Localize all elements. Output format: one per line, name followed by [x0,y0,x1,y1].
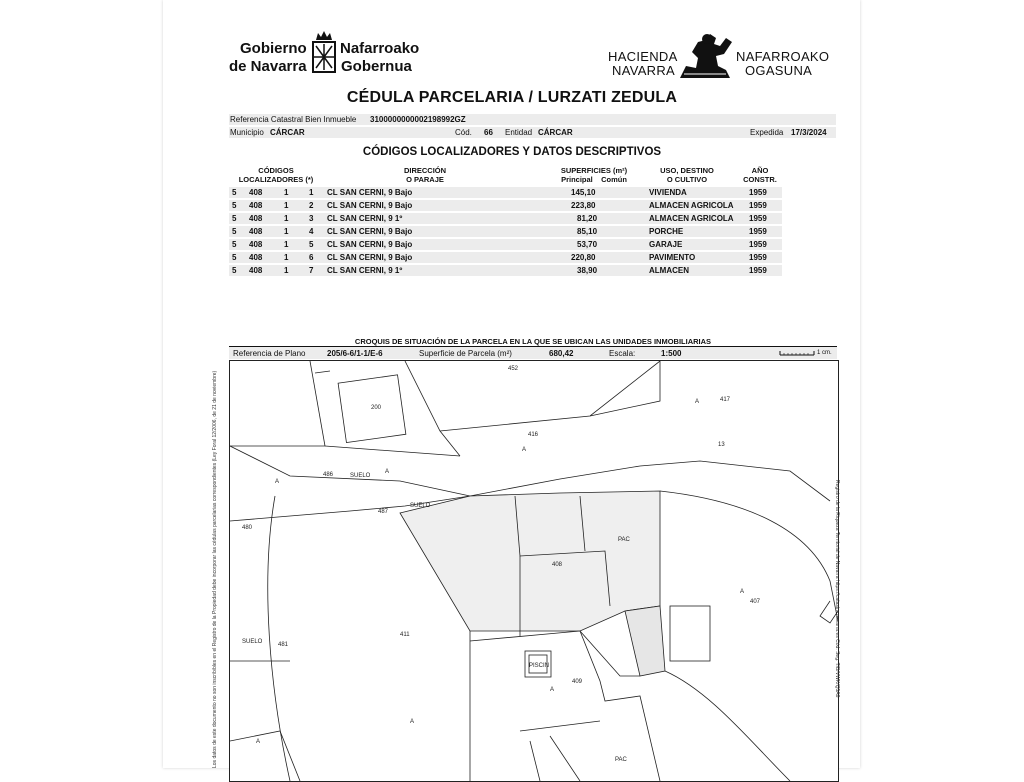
label-a-1: A [385,469,390,475]
side-text-right: Registro de la Riqueza Territorial de Navarra https://catastro.navarra.es Cód. Seg. T/B/VWK/Q5A8 [834,480,840,698]
hacienda-line2: NAVARRA [612,63,676,78]
cod-value: 66 [484,128,493,137]
escala-label: Escala: [609,349,636,358]
document-title: CÉDULA PARCELARIA / LURZATI ZEDULA [346,89,678,106]
superficie-value: 680,42 [549,349,574,358]
parcel-13: 13 [718,442,725,448]
table-row: 5 408 1 3 CL SAN CERNI, 9 1º 81,20 ALMACEN AGRICOLA 1959 [229,213,782,224]
parcel-487: 487 [378,509,389,515]
label-a-7: A [550,687,555,693]
ref-plano-value: 205/6-6/1-1/E-6 [327,349,383,358]
croquis-title: CROQUIS DE SITUACIÓN DE LA PARCELA EN LA QUE SE UBICAN LAS UNIDADES INMOBILIARIAS [354,337,712,346]
section-title: CÓDIGOS LOCALIZADORES Y DATOS DESCRIPTIVOS [362,146,662,158]
label-a-2: A [522,447,527,453]
expedida-value: 17/3/2024 [791,128,827,137]
label-suelo-2: SUELO [410,503,431,509]
parcel-452: 452 [508,366,519,372]
parcel-417: 417 [720,397,731,403]
escala-value: 1:500 [661,349,682,358]
th-codigos: CÓDIGOS LOCALIZADORES (*) [238,166,314,184]
cadastral-map [229,360,839,782]
th-uso: USO, DESTINO O CULTIVO [660,166,714,184]
ref-label: Referencia Catastral Bien Inmueble [230,115,357,124]
parcel-407: 407 [750,599,761,605]
parcel-408: 408 [552,562,563,568]
table-row: 5 408 1 7 CL SAN CERNI, 9 1º 38,90 ALMACEN 1959 [229,265,782,276]
th-superficies: SUPERFICIES (m²) Principal Común [560,166,628,184]
table-row: 5 408 1 1 CL SAN CERNI, 9 Bajo 145,10 VIVIENDA 1959 [229,187,782,198]
table-row: 5 408 1 4 CL SAN CERNI, 9 Bajo 85,10 PORCHE 1959 [229,226,782,237]
parcel-200: 200 [371,405,382,411]
nafarroako-line2: Gobernua [341,58,412,75]
th-direccion: DIRECCIÓN O PARAJE [403,166,447,184]
gobierno-line2: de Navarra [229,58,307,75]
navarra-shield-icon [310,30,338,78]
table-row: 5 408 1 5 CL SAN CERNI, 9 Bajo 53,70 GARAJE 1959 [229,239,782,250]
label-pac: PAC [618,537,630,543]
scale-bar-icon [779,350,815,356]
municipio-label: Municipio [230,128,264,137]
entidad-value: CÁRCAR [538,128,573,137]
parcel-480: 480 [242,525,253,531]
nafarroako-line1: Nafarroako [340,40,420,57]
expedida-label: Expedida [750,128,784,137]
label-a-4: A [275,479,280,485]
ogasuna-line2: OGASUNA [745,63,813,78]
hacienda-line1: HACIENDA [608,49,678,64]
parcel-486: 486 [323,472,334,478]
parcel-481: 481 [278,642,289,648]
th-anio: AÑO CONSTR. [743,166,777,184]
table-row: 5 408 1 2 CL SAN CERNI, 9 Bajo 223,80 ALMACEN AGRICOLA 1959 [229,200,782,211]
hacienda-emblem-icon [676,28,734,80]
ref-plano-label: Referencia de Plano [233,349,306,358]
label-suelo: SUELO [350,473,371,479]
ref-value: 3100000000002198992GZ [370,115,466,124]
parcel-416: 416 [528,432,539,438]
label-a-8: A [256,739,261,745]
municipio-bar [229,127,836,138]
cod-label: Cód. [455,128,472,137]
plano-bar [229,347,837,359]
superficie-label: Superficie de Parcela (m²) [419,349,512,358]
parcel-409: 409 [572,679,583,685]
label-piscin: PISCIN [529,663,550,669]
municipio-value: CÁRCAR [270,128,305,137]
th-principal: Principal [561,175,593,184]
map-drawing [230,361,838,781]
label-a-6: A [740,589,745,595]
scale-unit: 1 cm. [817,350,832,356]
gobierno-line1: Gobierno [240,40,307,57]
label-suelo-3: SUELO [242,639,263,645]
label-a-3: A [695,399,700,405]
entidad-label: Entidad [505,128,533,137]
side-text-left: Los datos de este documento no son inscribibles en el Registro de la Propiedad debe incorporar las cédulas parcelarias correspondientes (Ley Foral 12/2006, de 21 de noviembre) [212,370,218,768]
ogasuna-line1: NAFARROAKO [736,49,830,64]
table-row: 5 408 1 6 CL SAN CERNI, 9 Bajo 220,80 PAVIMENTO 1959 [229,252,782,263]
th-comun: Común [601,175,627,184]
label-pac-2: PAC [615,757,627,763]
label-a-5: A [410,719,415,725]
parcel-411: 411 [400,632,410,638]
